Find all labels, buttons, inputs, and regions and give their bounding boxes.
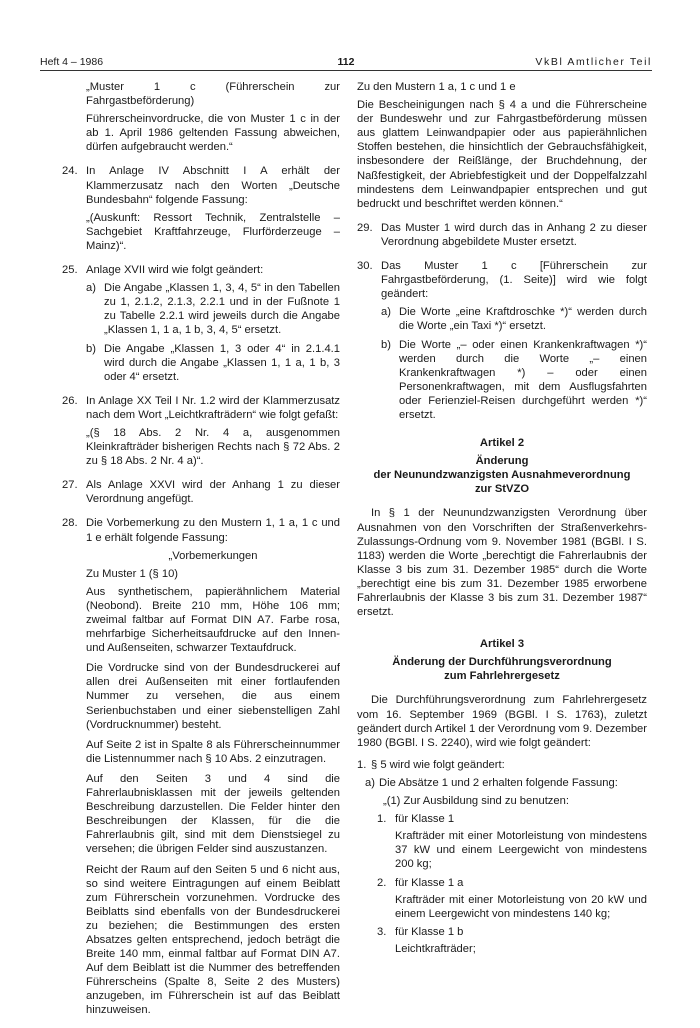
subitem-label: a)	[365, 776, 375, 789]
item-29	[357, 221, 647, 249]
paragraph: Reicht der Raum auf den Seiten 5 und 6 nicht aus, so sind weitere Eintragungen auf einem Beiblatt zum Führerschein vorzunehmen. Vordrucke des Beiblatts sind ebenfalls von der Bundesdruckerei zu beziehen; die Bestimmungen des ersten Absatzes gelten entsprechend, jedoch beträgt die Breite 140 mm, einmal faltbar auf Format DIN A7. Auf dem Beiblatt ist die Nummer des betreffenden Führerscheins (Spalte 8, Seite 2 des Musters) anzugeben, im Führerschein ist auf das Beiblatt hinzuweisen.	[86, 863, 340, 1017]
article-3-item-1	[357, 758, 647, 772]
class-description: Leichtkrafträder;	[395, 942, 476, 955]
item-28	[62, 516, 340, 1017]
article-2-heading: Artikel 2	[479, 437, 525, 450]
preliminary-heading: „Vorbemerkungen	[168, 549, 258, 562]
item-text: Anlage XVII wird wie folgt geändert:	[86, 264, 264, 277]
article-2-title: Änderung	[475, 455, 529, 468]
item-text: Das Muster 1 wird durch das in Anhang 2 zu dieser Verordnung abgebildete Muster ersetzt.	[381, 221, 647, 248]
journal-title: VkBl Amtlicher Teil	[535, 56, 652, 68]
item-27	[62, 478, 340, 506]
subitem-text: Die Absätze 1 und 2 erhalten folgende Fassung:	[379, 776, 618, 789]
paragraph: Aus synthetischem, papierähnlichem Material (Neobond). Breite 210 mm, Höhe 106 mm; zweimal faltbar auf Format DIN A7. Farbe rosa, mehrfarbige Sicherheitsaufdrucke auf den Innen- und Außenseiten, schwarzer Textaufdruck.	[86, 585, 340, 655]
right-column	[357, 80, 647, 956]
item-number: 24.	[62, 165, 78, 178]
item-number: 26.	[62, 394, 78, 407]
subitem-label: b)	[86, 342, 96, 355]
article-2-title: der Neunundzwanzigsten Ausnahmeverordnung	[373, 469, 631, 482]
class-item-1	[357, 812, 647, 826]
class-label: für Klasse 1	[395, 813, 455, 826]
subitem-b	[86, 342, 340, 384]
subitem-label: a)	[381, 306, 391, 319]
subheading-muster-1: Zu Muster 1 (§ 10)	[86, 567, 179, 580]
subitem-label: b)	[381, 338, 391, 351]
item-text: Die Vorbemerkung zu den Mustern 1, 1 a, 1 c und 1 e erhält folgende Fassung:	[86, 517, 340, 544]
intro-line: „Muster 1 c (Führerschein zur Fahrgastbeförderung)	[86, 81, 340, 108]
item-text: In Anlage XX Teil I Nr. 1.2 wird der Klammerzusatz nach dem Wort „Leichtkrafträdern“ wie folgt gefaßt:	[86, 394, 340, 421]
item-25	[62, 263, 340, 384]
item-24	[62, 164, 340, 253]
item-number: 28.	[62, 517, 78, 530]
quoted-paragraph: „(1) Zur Ausbildung sind zu benutzen:	[383, 795, 569, 808]
item-number: 30.	[357, 260, 373, 273]
item-text: § 5 wird wie folgt geändert:	[371, 758, 505, 771]
paragraph: Auf Seite 2 ist in Spalte 8 als Führerscheinnummer die Listennummer nach § 10 Abs. 2 einzutragen.	[86, 738, 340, 765]
article-3-subitem-a	[357, 776, 647, 790]
issue-label: Heft 4 – 1986	[40, 56, 104, 68]
item-number: 29.	[357, 221, 373, 234]
class-item-3	[357, 925, 647, 939]
item-26	[62, 394, 340, 468]
item-quote: „(§ 18 Abs. 2 Nr. 4 a, ausgenommen Kleinkrafträder bisherigen Rechts nach § 72 Abs. 2 zu § 18 Abs. 2 Nr. 4 a)“.	[86, 426, 340, 468]
class-label: für Klasse 1 b	[395, 925, 464, 938]
item-text: In Anlage IV Abschnitt I A erhält der Klammerzusatz nach den Worten „Deutsche Bundesbahn“ folgende Fassung:	[86, 165, 340, 206]
item-30	[357, 259, 647, 422]
article-2-title: zur StVZO	[474, 483, 530, 496]
item-text: Als Anlage XXVI wird der Anhang 1 zu dieser Verordnung angefügt.	[86, 479, 340, 506]
article-3-paragraph: Die Durchführungsverordnung zum Fahrlehrergesetz vom 16. September 1969 (BGBl. I S. 1763), zuletzt geändert durch Artikel 1 der Verordnung vom 9. Dezember 1980 (BGBl. I S. 2240), wird wie folgt geändert:	[357, 694, 647, 749]
subitem-label: a)	[86, 282, 96, 295]
article-3-title: Änderung der Durchführungsverordnung	[392, 656, 612, 669]
item-quote: „(Auskunft: Ressort Technik, Zentralstelle – Sachgebiet Kraftfahrzeuge, Flurförderzeuge – Mainz)“.	[86, 211, 340, 252]
class-label: für Klasse 1 a	[395, 876, 464, 889]
class-number: 3.	[377, 925, 387, 938]
intro-block	[62, 80, 340, 154]
intro-paragraph: Führerscheinvordrucke, die von Muster 1 c in der ab 1. April 1986 geltenden Fassung abweichen, dürfen aufgebraucht werden.“	[86, 113, 340, 154]
class-description: Krafträder mit einer Motorleistung von mindestens 37 kW und einem Leergewicht von mindestens 200 kg;	[395, 830, 647, 871]
paragraph: Die Bescheinigungen nach § 4 a und die Führerscheine der Bundeswehr und zur Fahrgastbeförderung müssen aus glattem Leinwandpapier oder aus papierähnlichen Stoffen bestehen, die hinsichtlich der Gebrauchsfähigkeit, insbesondere der Reißlänge, der Bruchdehnung, der Naßfestigkeit, der Abriebfestigkeit und der Doppelfalzzahl mindestens dem Leinwandpapier entsprechen und gut bedruckt und beschriftet werden können.“	[357, 99, 647, 210]
class-item-2	[357, 876, 647, 890]
subitem-text: Die Worte „eine Kraftdroschke *)“ werden durch die Worte „ein Taxi *)“ ersetzt.	[399, 306, 647, 333]
item-number: 25.	[62, 264, 78, 277]
article-2-paragraph: In § 1 der Neunundzwanzigsten Verordnung über Ausnahmen von den Vorschriften der Straßenverkehrs-Zulassungs-Ordnung vom 9. November 1981 (BGBl. I S. 1183) werden die Worte „berechtigt die Fahrerlaubnis der Klasse 3 bis zum 31. Dezember 1985“ durch die Worte „berechtigt eine bis zum 31. Dezember 1985 erworbene Fahrerlaubnis der Klasse 3 bis zum 31. Dezember 1987“ ersetzt.	[357, 507, 647, 619]
item-number: 27.	[62, 479, 78, 492]
article-3-title: zum Fahrlehrergesetz	[444, 670, 560, 683]
subitem-text: Die Worte „– oder einen Krankenkraftwagen *)“ werden durch die Worte „– einen Krankenkraftwagen *) – oder einen Personenkraftwagen, mit dem Ausflugsfahrten oder Ferienziel-Reisen durchgeführt werden *)“ ersetzt.	[399, 338, 647, 421]
subitem-text: Die Angabe „Klassen 1, 3 oder 4“ in 2.1.4.1 wird durch die Angabe „Klassen 1, 1 a, 1 b, 3 oder 4“ ersetzt.	[104, 342, 340, 383]
paragraph: Auf den Seiten 3 und 4 sind die Fahrerlaubnisklassen mit der jeweils geltenden Beschreibung darzustellen. Die Felder hinter den Beschreibungen der Klassen, für die die Fahrerlaubnis gilt, sind mit dem Dienstsiegel zu versehen; die übrigen Felder sind auszustanzen.	[86, 772, 340, 856]
item-text: Das Muster 1 c [Führerschein zur Fahrgastbeförderung, (1. Seite)] wird wie folgt geändert:	[381, 260, 647, 301]
subitem-text: Die Angabe „Klassen 1, 3, 4, 5“ in den Tabellen zu 1, 2.1.2, 2.1.3, 2.2.1 und in der Fußnote 1 zu Tabelle 2.2.1 wird jeweils durch die Angabe „Klassen 1, 1 a, 1 b, 3, 4, 5“ ersetzt.	[104, 282, 340, 337]
article-3-heading: Artikel 3	[479, 638, 525, 651]
subheading-muster-1a: Zu den Mustern 1 a, 1 c und 1 e	[357, 81, 516, 93]
page-number: 112	[337, 56, 355, 68]
class-number: 2.	[377, 876, 387, 889]
left-column	[62, 80, 340, 1028]
subitem-b	[381, 338, 647, 423]
running-header	[40, 56, 652, 71]
subitem-a	[86, 281, 340, 337]
item-number: 1.	[357, 758, 367, 771]
class-number: 1.	[377, 813, 387, 826]
paragraph: Die Vordrucke sind von der Bundesdruckerei auf allen drei Außenseiten mit einer fortlaufenden Nummer zu versehen, die aus einem Serienbuchstaben und einer siebenstelligen Zahl (Vordrucknummer) besteht.	[86, 662, 340, 731]
subitem-a	[381, 305, 647, 333]
class-description: Krafträder mit einer Motorleistung von 20 kW und einem Leergewicht von mindestens 140 kg;	[395, 893, 647, 920]
